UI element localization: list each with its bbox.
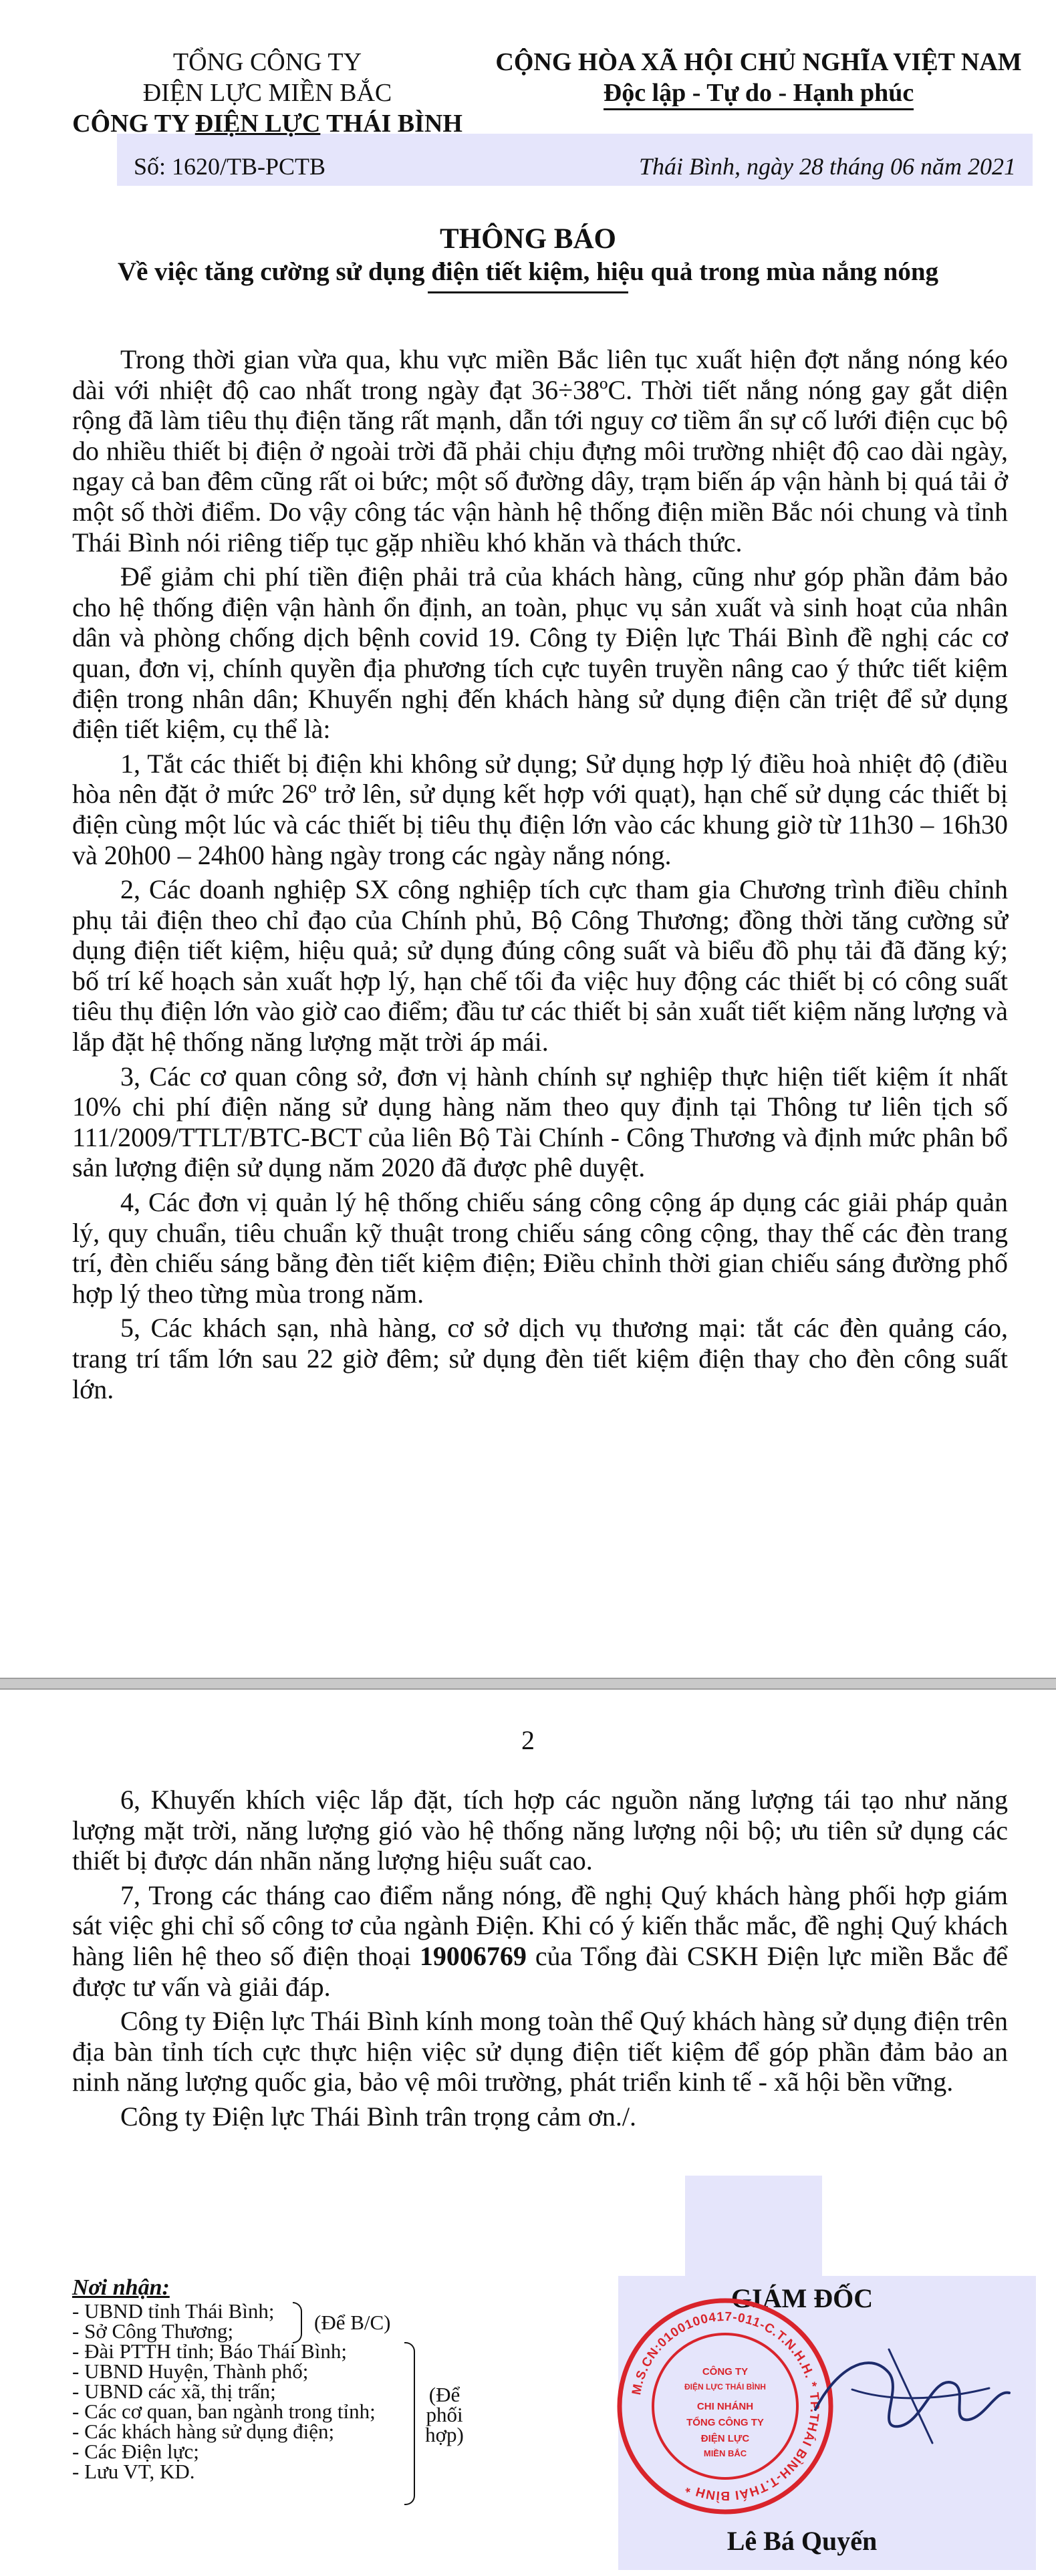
recipient-item: - Lưu VT, KD. [72, 2460, 195, 2483]
paragraph-item-6: 6, Khuyến khích việc lắp đặt, tích hợp các nguồn năng lượng tái tạo như năng lượng mặt trời, năng lượng gió vào hệ thống năng lượng nội bộ; ưu tiên sử dụng các thiết bị được dán nhãn năng lượng hiệu suất cao. [72, 1785, 1008, 1876]
issuer-block [60, 47, 475, 139]
recipient-item: - UBND các xã, thị trấn; [72, 2379, 276, 2403]
paragraph-request: Để giảm chi phí tiền điện phải trả của khách hàng, cũng như góp phần đảm bảo cho hệ thống điện vận hành ổn định, an toàn, phục vụ sản xuất và sinh hoạt của nhân dân và phòng chống dịch bệnh covid 19. Công ty Điện lực Thái Bình đề nghị các cơ quan, đơn vị, chính quyền địa phương tích cực tuyên truyền nâng cao ý thức tiết kiệm điện trong nhân dân; Khuyến nghị đến khách hàng sử dụng điện cần triệt để sử dụng điện tiết kiệm, cụ thể là: [72, 561, 1008, 745]
paragraph-item-5: 5, Các khách sạn, nhà hàng, cơ sở dịch vụ thương mại: tắt các đèn quảng cáo, trang trí tấm lớn sau 22 giờ đêm; sử dụng đèn tiết kiệm điện thay cho đèn công suất lớn. [72, 1313, 1008, 1404]
document-subtitle: Về việc tăng cường sử dụng điện tiết kiệm, hiệu quả trong mùa nắng nóng [117, 257, 939, 286]
brace-phoi-hop [404, 2342, 415, 2505]
issuer-parent-line2: ĐIỆN LỰC MIỀN BẮC [142, 79, 392, 107]
svg-text:M.S.CN:0100100417-011-C.T.N.H.: M.S.CN:0100100417-011-C.T.N.H.H. * TP.THÁI BÌNH-T.THÁI BÌNH * [630, 2309, 822, 2503]
svg-text:TỔNG CÔNG TY: TỔNG CÔNG TY [686, 2417, 764, 2428]
page-separator [0, 1678, 1056, 1690]
paragraph-closing: Công ty Điện lực Thái Bình kính mong toàn thể Quý khách hàng sử dụng điện trên địa bàn tỉnh tích cực thực hiện việc sử dụng điện tiết kiệm để góp phần đảm bảo an ninh năng lượng quốc gia, bảo vệ môi trường, phát triển kinh tế - xã hội bền vững. [72, 2006, 1008, 2097]
recipient-item: - Các Điện lực; [72, 2440, 199, 2463]
page2-body [72, 1785, 1008, 2136]
signatory-name: Lê Bá Quyến [727, 2526, 878, 2556]
svg-text:CÔNG TY: CÔNG TY [702, 2366, 749, 2377]
page-number: 2 [521, 1725, 535, 1755]
paragraph-intro: Trong thời gian vừa qua, khu vực miền Bắc liên tục xuất hiện đợt nắng nóng kéo dài với nhiệt độ cao nhất trong ngày đạt 36÷38ºC. Thời tiết nắng nóng gay gắt diện rộng đã làm tiêu thụ điện tăng rất mạnh, dẫn tới nguy cơ tiềm ẩn sự cố lưới điện cục bộ do nhiều thiết bị điện ở ngoài trời đã phải chịu đựng môi trường nhiệt độ cao dài ngày, ngay cả ban đêm cũng rất oi bức; một số đường dây, trạm biến áp vận hành bị quá tải ở một số thời điểm. Do vậy công tác vận hành hệ thống điện miền Bắc nói chung và tỉnh Thái Bình nói riêng tiếp tục gặp nhiều khó khăn và thách thức. [72, 344, 1008, 557]
paragraph-item-2: 2, Các doanh nghiệp SX công nghiệp tích cực tham gia Chương trình điều chỉnh phụ tải điện theo chỉ đạo của Chính phủ, Bộ Công Thương; đồng thời tăng cường sử dụng điện tiết kiệm, hiệu quả; sử dụng đúng công suất và biểu đồ phụ tải đã đăng ký; bố trí kế hoạch sản xuất hợp lý, hạn chế tối đa việc huy động các thiết bị có công suất tiêu thụ điện lớn vào giờ cao điểm; đầu tư các thiết bị sản xuất tiết kiệm năng lượng và lắp đặt hệ thống năng lượng mặt trời áp mái. [72, 874, 1008, 1057]
note-phoi-hop: (Để phối hợp) [425, 2383, 464, 2446]
recipients-heading: Nơi nhận: [72, 2275, 170, 2300]
national-heading [491, 47, 1026, 110]
svg-text:MIỀN BẮC: MIỀN BẮC [703, 2448, 747, 2458]
hotline-number: 19006769 [419, 1940, 527, 1971]
brace-bc [293, 2302, 302, 2343]
recipient-item: - UBND tỉnh Thái Bình; [72, 2299, 275, 2323]
recipient-item: - UBND Huyện, Thành phố; [72, 2359, 309, 2383]
recipient-item: - Các cơ quan, ban ngành trong tỉnh; [72, 2400, 376, 2423]
document-number: Số: 1620/TB-PCTB [134, 153, 326, 180]
recipient-item: - Sở Công Thương; [72, 2319, 234, 2343]
signatory-title: GIÁM ĐỐC [731, 2283, 874, 2313]
issuer-company: CÔNG TY ĐIỆN LỰC THÁI BÌNH [72, 110, 463, 138]
recipients-block [72, 2276, 580, 2482]
recipient-item: - Đài PTTH tỉnh; Báo Thái Bình; [72, 2339, 348, 2363]
svg-text:ĐIỆN LỰC: ĐIỆN LỰC [700, 2433, 750, 2444]
motto: Độc lập - Tự do - Hạnh phúc [604, 78, 914, 110]
issuer-parent-line1: TỔNG CÔNG TY [172, 48, 362, 76]
country-name: CỘNG HÒA XÃ HỘI CHỦ NGHĨA VIỆT NAM [495, 48, 1022, 76]
highlight-block-top [685, 2176, 822, 2276]
paragraph-item-4: 4, Các đơn vị quản lý hệ thống chiếu sáng công cộng áp dụng các giải pháp quản lý, quy chuẩn, tiêu chuẩn kỹ thuật trong chiếu sáng công cộng, thay thế các đèn trang trí, đèn chiếu sáng bằng đèn tiết kiệm điện; Điều chỉnh thời gian chiếu sáng đường phố hợp lý theo từng mùa trong năm. [72, 1187, 1008, 1309]
page1-body [72, 344, 1008, 1408]
svg-text:ĐIỆN LỰC THÁI BÌNH: ĐIỆN LỰC THÁI BÌNH [684, 2382, 766, 2392]
title-divider [428, 291, 628, 293]
svg-text:CHI NHÁNH: CHI NHÁNH [696, 2401, 754, 2412]
note-bao-cao: (Để B/C) [314, 2311, 391, 2334]
paragraph-item-1: 1, Tắt các thiết bị điện khi không sử dụng; Sử dụng hợp lý điều hoà nhiệt độ (điều hòa nên đặt ở mức 26º trở lên, sử dụng kết hợp với quạt), hạn chế sử dụng các thiết bị điện cùng một lúc và các thiết bị tiêu thụ điện lớn vào các khung giờ từ 11h30 – 16h30 và 20h00 – 24h00 hàng ngày trong các ngày nắng nóng. [72, 748, 1008, 870]
handwritten-signature [789, 2309, 1016, 2483]
paragraph-item-7: 7, Trong các tháng cao điểm nắng nóng, đề nghị Quý khách hàng phối hợp giám sát việc ghi chỉ số công tơ của ngành Điện. Khi có ý kiến thắc mắc, đề nghị Quý khách hàng liên hệ theo số điện thoại 19006769 của Tổng đài CSKH Điện lực miền Bắc để được tư vấn và giải đáp. [72, 1880, 1008, 2002]
document-title: THÔNG BÁO [439, 223, 616, 255]
place-date: Thái Bình, ngày 28 tháng 06 năm 2021 [639, 153, 1016, 180]
paragraph-thanks: Công ty Điện lực Thái Bình trân trọng cảm ơn./. [120, 2101, 636, 2132]
recipient-item: - Các khách hàng sử dụng điện; [72, 2420, 335, 2443]
paragraph-item-3: 3, Các cơ quan công sở, đơn vị hành chính sự nghiệp thực hiện tiết kiệm ít nhất 10% chi phí điện năng sử dụng hàng năm theo quy định tại Thông tư liên tịch số 111/2009/TTLT/BTC-BCT của liên Bộ Tài Chính - Công Thương và định mức phân bổ sản lượng điện sử dụng năm 2020 đã được phê duyệt. [72, 1061, 1008, 1183]
